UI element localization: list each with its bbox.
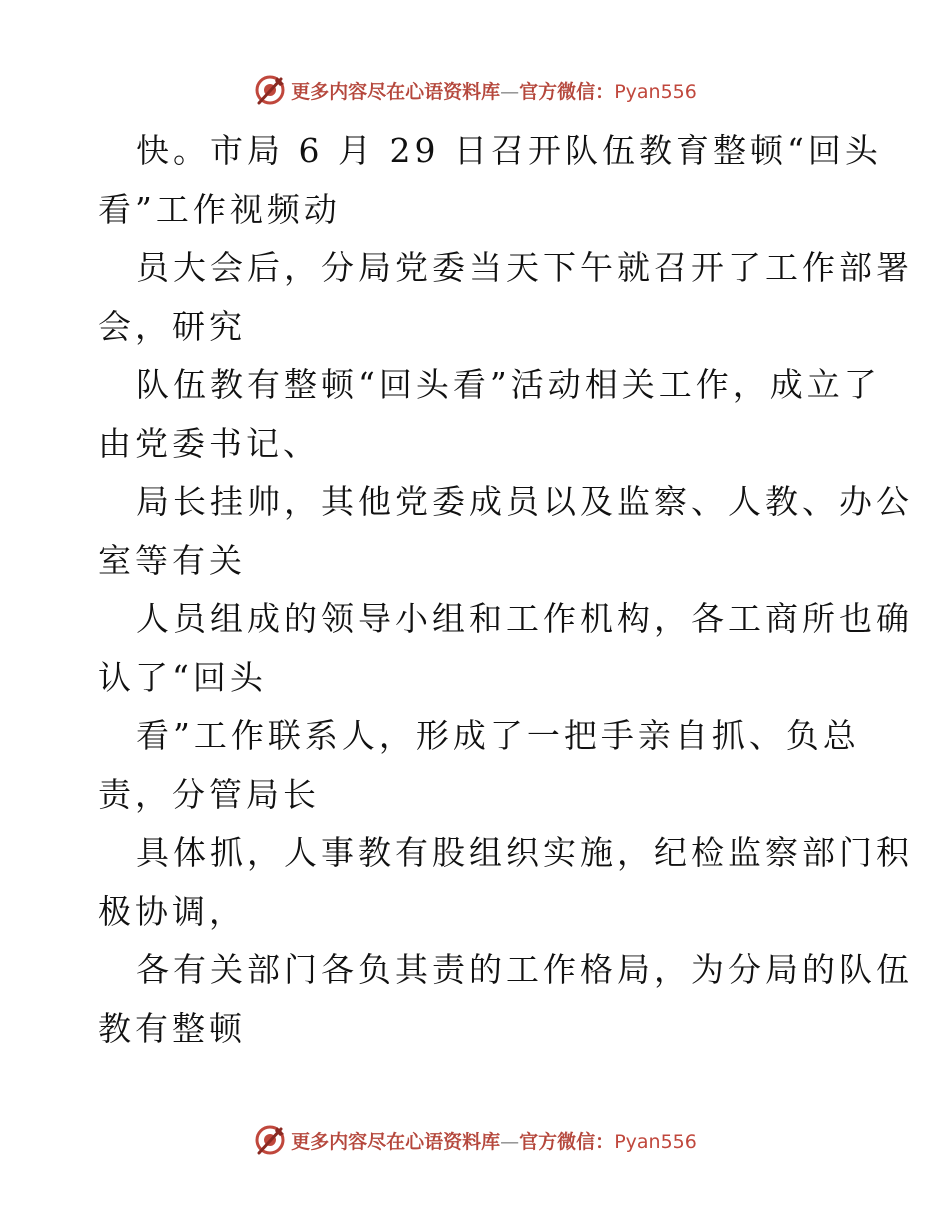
banner-text [291,1127,697,1154]
banner-wechat-label: 官方微信： [519,80,615,103]
banner-wechat-id: Pyan556 [614,1130,697,1153]
banner-wechat-label: 官方微信： [519,1130,615,1153]
pen-logo-icon [253,73,287,107]
header-watermark-banner [0,70,950,110]
paragraph-7 [98,824,913,941]
paragraph-1-line-2: 看”工作视频动 [98,189,341,229]
paragraph-3-line-1: 队伍教有整顿“回头看”活动相关工作，成立了 [136,365,881,404]
banner-title: 更多内容尽在心语资料库 [291,1130,501,1153]
banner-separator: — [500,80,520,103]
paragraph-8-line-2: 教有整顿 [98,1008,246,1048]
banner-title: 更多内容尽在心语资料库 [291,80,501,103]
footer-watermark-banner [0,1120,950,1160]
paragraph-3 [98,356,881,473]
pen-logo-icon [253,1123,287,1157]
paragraph-8-line-1: 各有关部门各负其责的工作格局，为分局的队伍 [136,950,913,989]
banner-wechat-id: Pyan556 [614,80,697,103]
paragraph-5 [98,590,913,707]
paragraph-4-line-1: 局长挂帅，其他党委成员以及监察、人教、办公 [136,482,913,521]
paragraph-2-line-2: 会，研究 [98,306,246,346]
paragraph-7-line-2: 极协调， [98,891,246,931]
paragraph-2 [98,239,913,356]
paragraph-5-line-1: 人员组成的领导小组和工作机构，各工商所也确 [136,599,913,638]
document-body [98,122,913,1058]
banner-separator: — [500,1130,520,1153]
paragraph-6-line-2: 责，分管局长 [98,774,320,814]
paragraph-4 [98,473,913,590]
paragraph-7-line-1: 具体抓，人事教有股组织实施，纪检监察部门积 [136,833,913,872]
paragraph-6-line-1: 看”工作联系人，形成了一把手亲自抓、负总 [136,716,860,755]
paragraph-1-line-1: 快。市局 6 月 29 日召开队伍教育整顿“回头 [136,131,882,170]
paragraph-3-line-2: 由党委书记、 [98,423,320,463]
paragraph-1 [98,122,882,239]
paragraph-4-line-2: 室等有关 [98,540,246,580]
paragraph-6 [98,707,858,824]
paragraph-5-line-2: 认了“回头 [98,657,267,697]
paragraph-2-line-1: 员大会后，分局党委当天下午就召开了工作部署 [136,248,913,287]
paragraph-8 [98,941,913,1058]
banner-text [291,77,697,104]
